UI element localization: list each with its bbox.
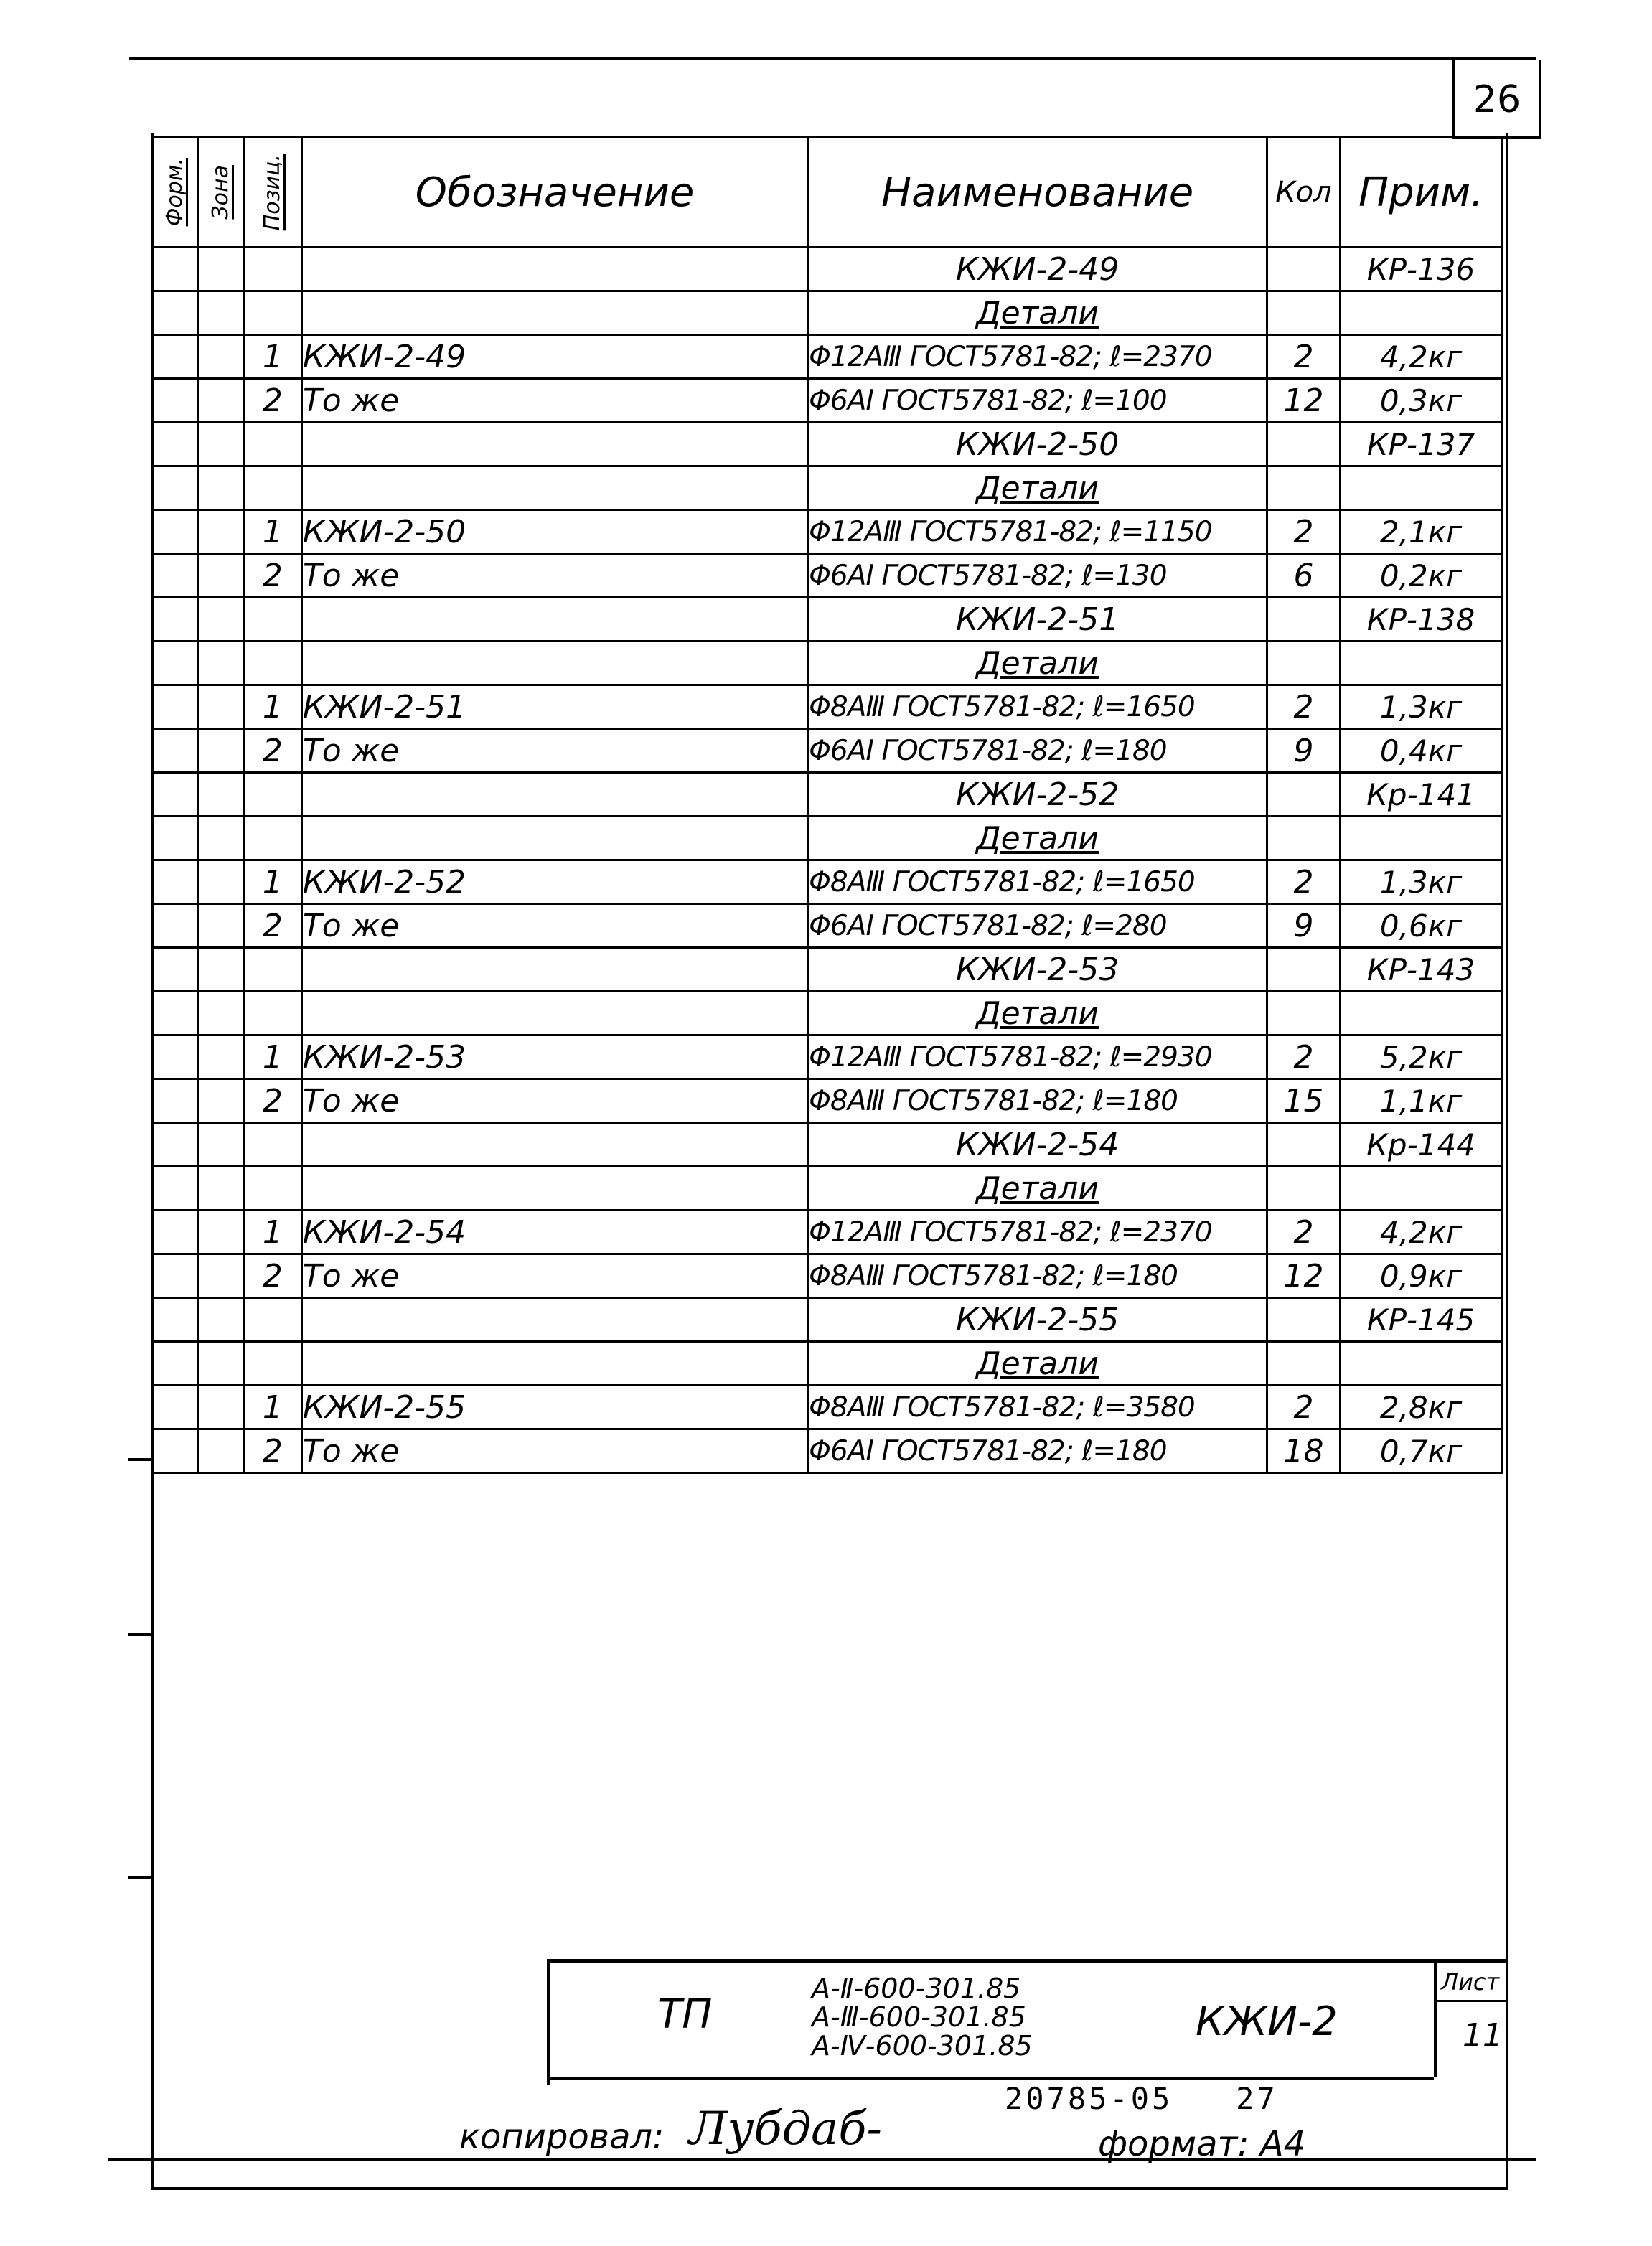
- cell-qty: 2: [1267, 685, 1340, 729]
- cell-designation: То же: [301, 1429, 807, 1473]
- cell-form: [152, 773, 198, 817]
- table-row: [152, 510, 1502, 554]
- title-block-code: А-Ⅱ-600-301.85: [812, 1973, 1021, 2004]
- cell-position: [243, 1167, 301, 1211]
- table-row: [152, 729, 1502, 773]
- cell-position: 1: [243, 1386, 301, 1429]
- cell-form: [152, 904, 198, 948]
- cell-designation: КЖИ-2-52: [301, 860, 807, 904]
- cell-zone: [197, 1123, 243, 1167]
- cell-zone: [197, 1298, 243, 1342]
- cell-note: Кр-144: [1341, 1123, 1502, 1167]
- cell-form: [152, 1298, 198, 1342]
- cell-designation: [301, 248, 807, 291]
- cell-name: КЖИ-2-50: [808, 423, 1267, 466]
- copied-label: копировал:: [459, 2117, 665, 2157]
- header-zone: Зона: [197, 138, 243, 248]
- cell-qty: [1267, 992, 1340, 1035]
- cell-qty: 2: [1267, 1211, 1340, 1254]
- cell-zone: [197, 729, 243, 773]
- cell-name: КЖИ-2-49: [808, 248, 1267, 291]
- header-position: Позиц.: [243, 138, 301, 248]
- cell-qty: [1267, 948, 1340, 992]
- cell-designation: [301, 992, 807, 1035]
- table-row: [152, 1254, 1502, 1298]
- cell-name: КЖИ-2-53: [808, 948, 1267, 992]
- cell-form: [152, 992, 198, 1035]
- table-row: [152, 1211, 1502, 1254]
- cell-form: [152, 510, 198, 554]
- cell-form: [152, 1123, 198, 1167]
- cell-position: 2: [243, 379, 301, 423]
- section-row: [152, 642, 1502, 685]
- cell-zone: [197, 685, 243, 729]
- cell-zone: [197, 817, 243, 860]
- cell-form: [152, 1211, 198, 1254]
- section-row: [152, 1342, 1502, 1386]
- sheet-label: Лист: [1441, 1968, 1500, 1996]
- cell-designation: То же: [301, 379, 807, 423]
- section-row: [152, 466, 1502, 510]
- cell-designation: [301, 642, 807, 685]
- cell-name: Φ8АⅢ ГОСТ5781-82; ℓ=180: [808, 1254, 1267, 1298]
- sheet-divider: [1437, 2000, 1506, 2002]
- header-designation: Обозначение: [301, 138, 807, 248]
- margin-tick: [128, 1876, 151, 1879]
- cell-name: Детали: [808, 291, 1267, 335]
- cell-name: Φ12АⅢ ГОСТ5781-82; ℓ=1150: [808, 510, 1267, 554]
- cell-form: [152, 466, 198, 510]
- margin-tick: [128, 1458, 151, 1461]
- cell-designation: КЖИ-2-54: [301, 1211, 807, 1254]
- title-block-code: А-Ⅳ-600-301.85: [812, 2030, 1033, 2062]
- cell-qty: [1267, 773, 1340, 817]
- cell-designation: КЖИ-2-51: [301, 685, 807, 729]
- sheet-value: 11: [1463, 2017, 1503, 2054]
- cell-name: Φ12АⅢ ГОСТ5781-82; ℓ=2370: [808, 335, 1267, 379]
- cell-form: [152, 685, 198, 729]
- cell-form: [152, 291, 198, 335]
- table-header-row: [152, 138, 1502, 248]
- cell-form: [152, 554, 198, 598]
- cell-designation: То же: [301, 1079, 807, 1123]
- cell-name: Φ12АⅢ ГОСТ5781-82; ℓ=2930: [808, 1035, 1267, 1079]
- header-note: Прим.: [1341, 138, 1502, 248]
- cell-note: [1341, 1167, 1502, 1211]
- cell-designation: То же: [301, 554, 807, 598]
- cell-designation: [301, 773, 807, 817]
- top-border-line: [129, 57, 1536, 60]
- table-row: [152, 904, 1502, 948]
- table-row: [152, 1079, 1502, 1123]
- cell-zone: [197, 1254, 243, 1298]
- cell-designation: [301, 598, 807, 642]
- cell-note: 0,2кг: [1341, 554, 1502, 598]
- cell-qty: [1267, 642, 1340, 685]
- cell-note: [1341, 642, 1502, 685]
- cell-zone: [197, 992, 243, 1035]
- cell-designation: КЖИ-2-49: [301, 335, 807, 379]
- cell-zone: [197, 598, 243, 642]
- cell-designation: [301, 291, 807, 335]
- cell-form: [152, 817, 198, 860]
- cell-position: [243, 598, 301, 642]
- cell-note: 0,4кг: [1341, 729, 1502, 773]
- cell-name: Φ12АⅢ ГОСТ5781-82; ℓ=2370: [808, 1211, 1267, 1254]
- cell-qty: 2: [1267, 510, 1340, 554]
- cell-designation: То же: [301, 904, 807, 948]
- cell-name: КЖИ-2-52: [808, 773, 1267, 817]
- cell-position: 1: [243, 1035, 301, 1079]
- document-number: 20785-05 27: [1005, 2081, 1278, 2116]
- cell-form: [152, 423, 198, 466]
- table-row: [152, 860, 1502, 904]
- cell-qty: 9: [1267, 729, 1340, 773]
- cell-designation: [301, 1123, 807, 1167]
- cell-position: 1: [243, 510, 301, 554]
- header-name: Наименование: [808, 138, 1267, 248]
- format-label: формат: А4: [1098, 2124, 1306, 2164]
- cell-note: 0,9кг: [1341, 1254, 1502, 1298]
- cell-form: [152, 1386, 198, 1429]
- cell-name: Φ6АⅠ ГОСТ5781-82; ℓ=180: [808, 729, 1267, 773]
- cell-note: 0,7кг: [1341, 1429, 1502, 1473]
- cell-note: 4,2кг: [1341, 1211, 1502, 1254]
- cell-name: КЖИ-2-51: [808, 598, 1267, 642]
- cell-qty: 2: [1267, 335, 1340, 379]
- cell-zone: [197, 1386, 243, 1429]
- cell-form: [152, 729, 198, 773]
- cell-designation: [301, 1298, 807, 1342]
- cell-designation: [301, 466, 807, 510]
- section-row: [152, 992, 1502, 1035]
- cell-note: [1341, 291, 1502, 335]
- assembly-row: [152, 948, 1502, 992]
- cell-zone: [197, 510, 243, 554]
- cell-position: 2: [243, 729, 301, 773]
- header-form: Форм.: [152, 138, 198, 248]
- cell-qty: 12: [1267, 1254, 1340, 1298]
- cell-zone: [197, 1342, 243, 1386]
- title-block: [547, 1959, 1506, 2085]
- cell-position: [243, 948, 301, 992]
- cell-designation: То же: [301, 1254, 807, 1298]
- cell-designation: [301, 948, 807, 992]
- assembly-row: [152, 248, 1502, 291]
- cell-zone: [197, 554, 243, 598]
- cell-qty: [1267, 466, 1340, 510]
- cell-form: [152, 379, 198, 423]
- cell-note: 0,3кг: [1341, 379, 1502, 423]
- assembly-row: [152, 423, 1502, 466]
- table-row: [152, 379, 1502, 423]
- signature: Лубдаб-: [689, 2102, 882, 2156]
- cell-note: КР-145: [1341, 1298, 1502, 1342]
- title-block-sheet-box: [1434, 1963, 1506, 2077]
- cell-zone: [197, 904, 243, 948]
- cell-qty: 9: [1267, 904, 1340, 948]
- cell-note: [1341, 992, 1502, 1035]
- cell-qty: [1267, 1123, 1340, 1167]
- sheet-number: 26: [1452, 60, 1541, 139]
- cell-name: Детали: [808, 1167, 1267, 1211]
- cell-name: Φ6АⅠ ГОСТ5781-82; ℓ=180: [808, 1429, 1267, 1473]
- cell-position: [243, 992, 301, 1035]
- cell-qty: [1267, 817, 1340, 860]
- title-block-title: КЖИ-2: [1196, 1998, 1338, 2045]
- cell-zone: [197, 248, 243, 291]
- cell-qty: [1267, 1342, 1340, 1386]
- cell-qty: 6: [1267, 554, 1340, 598]
- cell-position: 1: [243, 860, 301, 904]
- cell-name: Φ6АⅠ ГОСТ5781-82; ℓ=100: [808, 379, 1267, 423]
- cell-qty: 2: [1267, 860, 1340, 904]
- cell-note: 5,2кг: [1341, 1035, 1502, 1079]
- cell-qty: 18: [1267, 1429, 1340, 1473]
- cell-qty: [1267, 248, 1340, 291]
- section-row: [152, 817, 1502, 860]
- cell-qty: 2: [1267, 1035, 1340, 1079]
- cell-zone: [197, 1429, 243, 1473]
- cell-name: Детали: [808, 992, 1267, 1035]
- cell-note: [1341, 1342, 1502, 1386]
- title-block-bottom-line: [550, 2077, 1434, 2080]
- header-qty: Кол: [1267, 138, 1340, 248]
- cell-zone: [197, 379, 243, 423]
- cell-name: КЖИ-2-55: [808, 1298, 1267, 1342]
- cell-qty: 12: [1267, 379, 1340, 423]
- cell-qty: [1267, 291, 1340, 335]
- cell-position: 1: [243, 685, 301, 729]
- table-row: [152, 335, 1502, 379]
- cell-name: Детали: [808, 466, 1267, 510]
- cell-position: 2: [243, 904, 301, 948]
- cell-form: [152, 335, 198, 379]
- table-row: [152, 1386, 1502, 1429]
- cell-position: [243, 1298, 301, 1342]
- cell-zone: [197, 1035, 243, 1079]
- cell-note: [1341, 817, 1502, 860]
- cell-form: [152, 1035, 198, 1079]
- cell-designation: КЖИ-2-50: [301, 510, 807, 554]
- cell-note: Кр-141: [1341, 773, 1502, 817]
- title-block-code: А-Ⅲ-600-301.85: [812, 2001, 1026, 2033]
- cell-zone: [197, 948, 243, 992]
- assembly-row: [152, 1298, 1502, 1342]
- cell-zone: [197, 642, 243, 685]
- section-row: [152, 1167, 1502, 1211]
- cell-position: 2: [243, 1429, 301, 1473]
- cell-designation: [301, 423, 807, 466]
- cell-form: [152, 248, 198, 291]
- cell-zone: [197, 1167, 243, 1211]
- cell-zone: [197, 1079, 243, 1123]
- cell-position: 1: [243, 335, 301, 379]
- cell-designation: КЖИ-2-55: [301, 1386, 807, 1429]
- cell-qty: [1267, 1298, 1340, 1342]
- assembly-row: [152, 598, 1502, 642]
- cell-zone: [197, 860, 243, 904]
- table-row: [152, 554, 1502, 598]
- cell-note: 1,3кг: [1341, 860, 1502, 904]
- specification-body: [152, 248, 1502, 1473]
- cell-position: [243, 1342, 301, 1386]
- cell-position: 2: [243, 1254, 301, 1298]
- cell-name: Φ8АⅢ ГОСТ5781-82; ℓ=180: [808, 1079, 1267, 1123]
- cell-position: [243, 773, 301, 817]
- title-block-tp: ТП: [657, 1991, 713, 2038]
- cell-form: [152, 598, 198, 642]
- cell-name: Детали: [808, 817, 1267, 860]
- cell-name: Φ6АⅠ ГОСТ5781-82; ℓ=130: [808, 554, 1267, 598]
- cell-position: [243, 466, 301, 510]
- cell-designation: [301, 1167, 807, 1211]
- cell-designation: То же: [301, 729, 807, 773]
- cell-note: 2,8кг: [1341, 1386, 1502, 1429]
- cell-name: Φ8АⅢ ГОСТ5781-82; ℓ=1650: [808, 685, 1267, 729]
- cell-name: КЖИ-2-54: [808, 1123, 1267, 1167]
- cell-qty: [1267, 423, 1340, 466]
- margin-tick: [128, 1633, 151, 1636]
- cell-designation: КЖИ-2-53: [301, 1035, 807, 1079]
- cell-name: Φ6АⅠ ГОСТ5781-82; ℓ=280: [808, 904, 1267, 948]
- assembly-row: [152, 773, 1502, 817]
- cell-position: [243, 817, 301, 860]
- cell-note: КР-138: [1341, 598, 1502, 642]
- table-row: [152, 1429, 1502, 1473]
- cell-position: [243, 642, 301, 685]
- cell-designation: [301, 1342, 807, 1386]
- cell-note: КР-143: [1341, 948, 1502, 992]
- cell-position: 2: [243, 554, 301, 598]
- cell-name: Φ8АⅢ ГОСТ5781-82; ℓ=1650: [808, 860, 1267, 904]
- cell-position: [243, 248, 301, 291]
- cell-zone: [197, 1211, 243, 1254]
- cell-note: КР-137: [1341, 423, 1502, 466]
- assembly-row: [152, 1123, 1502, 1167]
- cell-designation: [301, 817, 807, 860]
- cell-note: [1341, 466, 1502, 510]
- cell-form: [152, 948, 198, 992]
- cell-position: [243, 1123, 301, 1167]
- cell-form: [152, 1342, 198, 1386]
- cell-name: Детали: [808, 1342, 1267, 1386]
- cell-position: 2: [243, 1079, 301, 1123]
- cell-zone: [197, 773, 243, 817]
- cell-zone: [197, 335, 243, 379]
- cell-name: Φ8АⅢ ГОСТ5781-82; ℓ=3580: [808, 1386, 1267, 1429]
- cell-note: 0,6кг: [1341, 904, 1502, 948]
- cell-position: [243, 291, 301, 335]
- cell-zone: [197, 466, 243, 510]
- cell-note: КР-136: [1341, 248, 1502, 291]
- cell-form: [152, 1167, 198, 1211]
- cell-form: [152, 860, 198, 904]
- cell-position: 1: [243, 1211, 301, 1254]
- cell-note: 2,1кг: [1341, 510, 1502, 554]
- cell-qty: [1267, 1167, 1340, 1211]
- bottom-border-line: [108, 2158, 1536, 2161]
- cell-note: 4,2кг: [1341, 335, 1502, 379]
- table-row: [152, 1035, 1502, 1079]
- cell-zone: [197, 423, 243, 466]
- title-block-codes: [812, 1974, 1033, 2060]
- cell-qty: [1267, 598, 1340, 642]
- cell-qty: 2: [1267, 1386, 1340, 1429]
- section-row: [152, 291, 1502, 335]
- cell-form: [152, 1079, 198, 1123]
- table-row: [152, 685, 1502, 729]
- cell-note: 1,1кг: [1341, 1079, 1502, 1123]
- cell-name: Детали: [808, 642, 1267, 685]
- cell-form: [152, 1254, 198, 1298]
- cell-position: [243, 423, 301, 466]
- specification-table: [151, 136, 1503, 1474]
- cell-form: [152, 1429, 198, 1473]
- cell-form: [152, 642, 198, 685]
- cell-qty: 15: [1267, 1079, 1340, 1123]
- cell-zone: [197, 291, 243, 335]
- cell-note: 1,3кг: [1341, 685, 1502, 729]
